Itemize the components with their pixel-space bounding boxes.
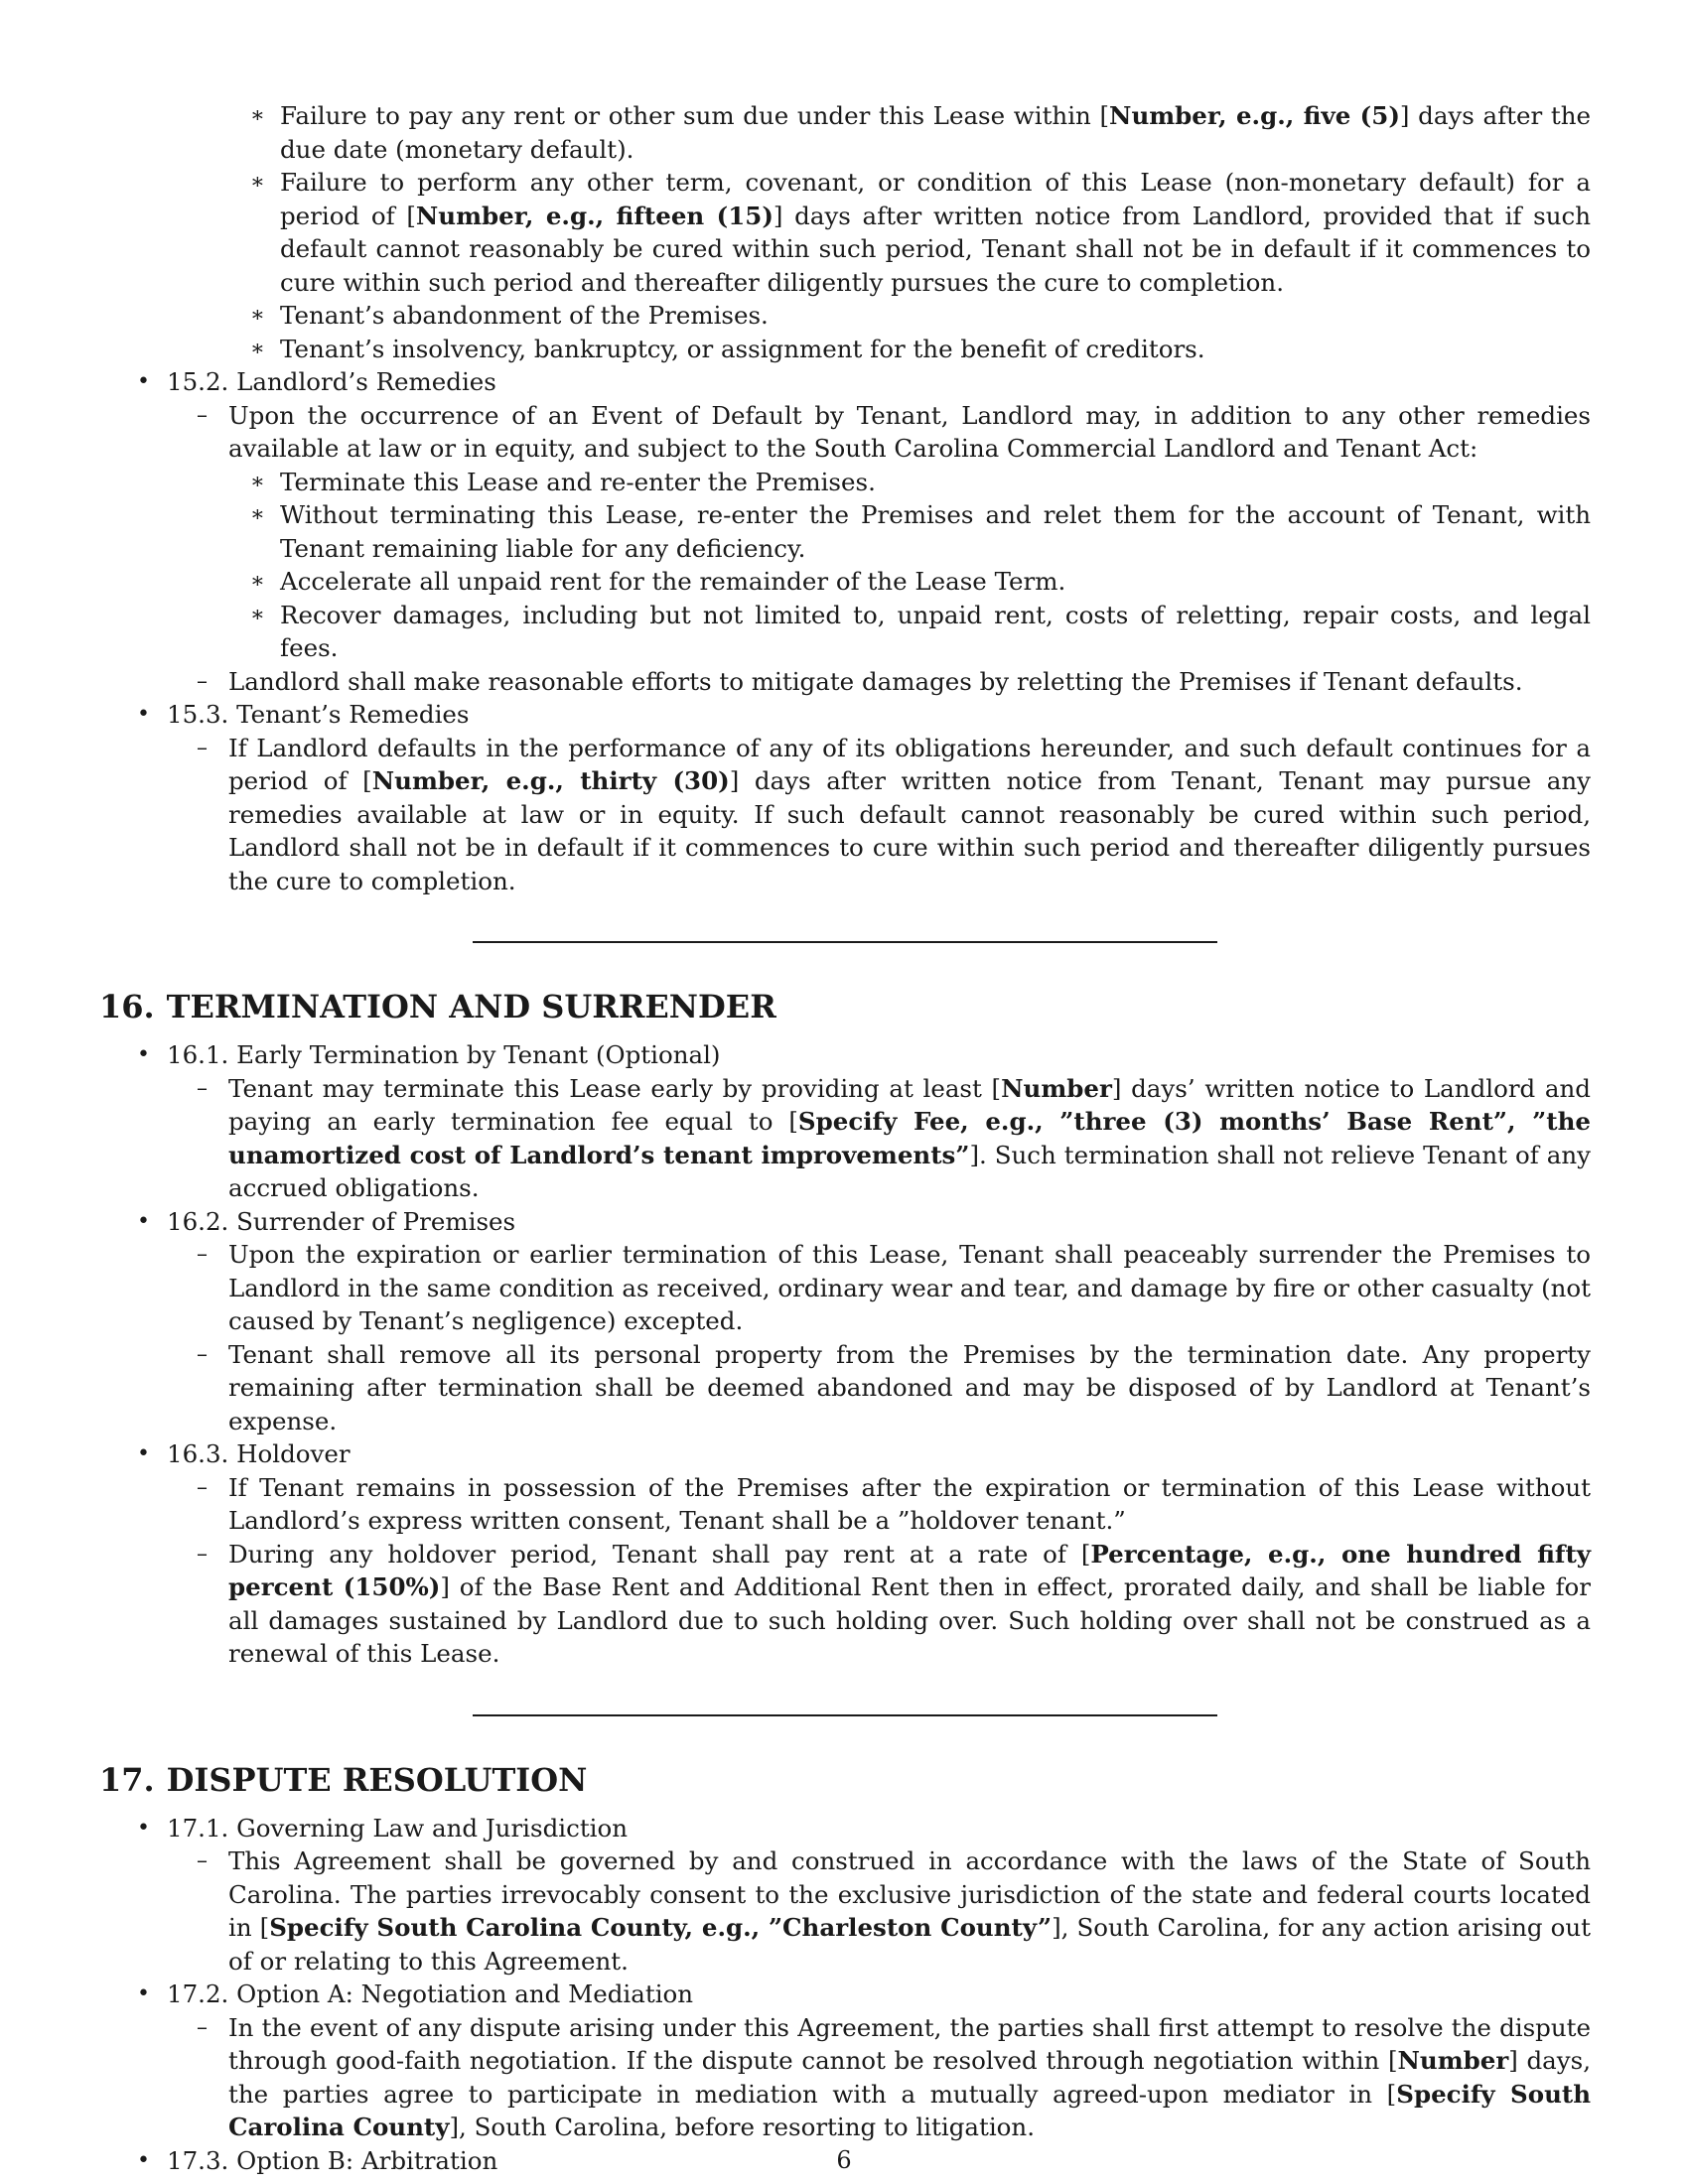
list-item-text <box>167 1814 628 1843</box>
placeholder-field: Specify South Carolina County <box>228 2079 1592 2141</box>
list-item-text <box>167 1207 515 1236</box>
text-run: ] days after written notice from Landlord, provided that if such default cannot reasonably be cured within such period, Tenant shall not be in default if it commences to cure within such period and thereafter diligently pursues the cure to completion. <box>280 201 1591 297</box>
bullet-icon: – <box>197 668 208 694</box>
bullet-icon: • <box>137 369 150 394</box>
list-item-text <box>280 101 1591 164</box>
text-run: 16.2. Surrender of Premises <box>167 1206 516 1236</box>
list-item-text <box>228 1074 1591 1203</box>
list-item-text <box>167 700 470 729</box>
list-item-text <box>228 1340 1591 1435</box>
bullet-icon: ∗ <box>250 170 265 195</box>
text-run: If Landlord defaults in the performance of any of its obligations hereunder, and such default continues for a period of [ <box>228 733 1591 795</box>
list-item-text <box>228 1473 1591 1536</box>
list-item-level-2 <box>99 1238 1591 1338</box>
bullet-icon: • <box>137 1042 150 1067</box>
list-item-level-1 <box>99 365 1591 399</box>
bullet-icon: ∗ <box>250 336 265 361</box>
section-divider <box>473 1714 1217 1716</box>
text-run: 15.3. Tenant’s Remedies <box>167 700 470 729</box>
bullet-icon: ∗ <box>250 602 265 627</box>
list-item-text <box>167 1040 720 1069</box>
bullet-icon: – <box>197 402 208 428</box>
list-item-text <box>228 734 1591 895</box>
section-16-list <box>99 1038 1591 1671</box>
bullet-icon: • <box>137 1208 150 1234</box>
bullet-icon: • <box>137 1981 150 2006</box>
list-item-text <box>280 500 1591 563</box>
text-run: ] days after the due date (monetary default). <box>280 101 1592 164</box>
list-item-text <box>228 1240 1591 1335</box>
section-divider <box>473 941 1217 943</box>
text-run: Tenant’s abandonment of the Premises. <box>280 301 769 330</box>
bullet-icon: ∗ <box>250 502 265 527</box>
list-item-level-2 <box>99 399 1591 466</box>
list-item-level-1 <box>99 1205 1591 1239</box>
text-run: Without terminating this Lease, re-enter the Premises and relet them for the account of Tenant, with Tenant remaining liable for any deficiency. <box>280 500 1591 563</box>
section-title: DISPUTE RESOLUTION <box>166 1760 588 1799</box>
bullet-icon: • <box>137 702 150 727</box>
text-run: Tenant’s insolvency, bankruptcy, or assignment for the benefit of creditors. <box>280 334 1205 363</box>
list-item-text <box>280 601 1591 663</box>
list-item-level-2 <box>99 1844 1591 1978</box>
text-run: Tenant shall remove all its personal property from the Premises by the termination date. Any property remaining after termination shall be deemed abandoned and may be disposed of by Landlord at Tenant’s expense. <box>228 1339 1591 1435</box>
placeholder-field: Number, e.g., five (5) <box>1109 101 1400 130</box>
list-item-level-3 <box>99 599 1591 665</box>
text-run: This Agreement shall be governed by and construed in accordance with the laws of the State of South Carolina. The parties irrevocably consent to the exclusive jurisdiction of the state and federal courts located in [ <box>228 1846 1591 1942</box>
list-item-level-2 <box>99 1072 1591 1205</box>
document-body <box>99 99 1591 2177</box>
section-number: 17. <box>99 1760 155 1799</box>
list-item-text <box>167 1979 693 2008</box>
text-run: ], South Carolina, before resorting to litigation. <box>449 2113 1035 2141</box>
list-item-level-3 <box>99 299 1591 333</box>
text-run: ]. Such termination shall not relieve Tenant of any accrued obligations. <box>228 1140 1591 1202</box>
list-item-text <box>228 1846 1591 1976</box>
text-run: ] of the Base Rent and Additional Rent then in effect, prorated daily, and shall be liable for all damages sustained by Landlord due to such holding over. Such holding over shall not be construed as a renewal of this Lease. <box>228 1572 1591 1668</box>
section-17-list <box>99 1812 1591 2178</box>
list-item-level-2 <box>99 1538 1591 1671</box>
text-run: ], South Carolina, for any action arising out of or relating to this Agreement. <box>228 1913 1592 1976</box>
bullet-icon: – <box>197 735 208 760</box>
text-run: Failure to perform any other term, covenant, or condition of this Lease (non-monetary default) for a period of [ <box>280 168 1591 230</box>
list-item-level-1 <box>99 698 1591 732</box>
list-item-level-1 <box>99 1437 1591 1471</box>
placeholder-field: Number <box>1397 2046 1509 2075</box>
list-item-level-1 <box>99 1978 1591 2011</box>
bullet-icon: • <box>137 1441 150 1466</box>
text-run: 17.2. Option A: Negotiation and Mediation <box>167 1979 694 2008</box>
list-item-level-1 <box>99 1812 1591 1845</box>
bullet-icon: • <box>137 1815 150 1841</box>
section-15-list <box>99 99 1591 897</box>
page-number: 6 <box>836 2146 852 2174</box>
list-item-level-2 <box>99 1471 1591 1538</box>
text-run: Terminate this Lease and re-enter the Premises. <box>280 467 876 496</box>
section-heading <box>99 987 1591 1026</box>
list-item-level-1 <box>99 1038 1591 1072</box>
text-run: ] days, the parties agree to participate in mediation with a mutually agreed-upon mediator in [ <box>228 2046 1591 2109</box>
list-item-text <box>280 335 1205 363</box>
placeholder-field: Number <box>1001 1073 1112 1103</box>
bullet-icon: – <box>197 1848 208 1873</box>
text-run: In the event of any dispute arising under this Agreement, the parties shall first attempt to resolve the dispute through good-faith negotiation. If the dispute cannot be resolved through negotiation within [ <box>228 2012 1591 2075</box>
list-item-text <box>228 1540 1591 1669</box>
bullet-icon: ∗ <box>250 469 265 494</box>
text-run: 16.1. Early Termination by Tenant (Optional) <box>167 1040 721 1069</box>
text-run: 17.3. Option B: Arbitration <box>167 2145 498 2175</box>
text-run: During any holdover period, Tenant shall pay rent at a rate of [ <box>228 1539 1091 1569</box>
text-run: Upon the occurrence of an Event of Default by Tenant, Landlord may, in addition to any other remedies available at law or in equity, and subject to the South Carolina Commercial Landlord and Tenant Act: <box>228 400 1591 463</box>
text-run: If Tenant remains in possession of the Premises after the expiration or termination of this Lease without Landlord’s express written consent, Tenant shall be a ”holdover tenant.” <box>228 1472 1591 1535</box>
text-run: ] days after written notice from Tenant, Tenant may pursue any remedies available at law or in equity. If such default cannot reasonably be cured within such period, Landlord shall not be in default if it commences to cure within such period and thereafter diligently pursues the cure to completion. <box>228 766 1592 895</box>
text-run: Tenant may terminate this Lease early by providing at least [ <box>228 1073 1002 1103</box>
text-run: 15.2. Landlord’s Remedies <box>167 367 496 396</box>
section-number: 16. <box>99 988 155 1025</box>
list-item-level-3 <box>99 99 1591 166</box>
placeholder-field: Number, e.g., thirty (30) <box>371 766 730 795</box>
list-item-level-2 <box>99 1338 1591 1438</box>
placeholder-field: Number, e.g., fifteen (15) <box>415 201 774 230</box>
text-run: Failure to pay any rent or other sum due under this Lease within [ <box>280 101 1110 130</box>
text-run: Landlord shall make reasonable efforts to mitigate damages by reletting the Premises if Tenant defaults. <box>228 666 1523 696</box>
list-item-text <box>167 367 496 396</box>
bullet-icon: ∗ <box>250 103 265 128</box>
list-item-level-3 <box>99 333 1591 366</box>
list-item-text <box>280 567 1065 596</box>
bullet-icon: – <box>197 1474 208 1500</box>
text-run: 16.3. Holdover <box>167 1439 351 1468</box>
text-run: Upon the expiration or earlier termination of this Lease, Tenant shall peaceably surrender the Premises to Landlord in the same condition as received, ordinary wear and tear, and damage by fire or other casualty (not caused by Tenant’s negligence) excepted. <box>228 1240 1591 1335</box>
placeholder-field: Specify South Carolina County, e.g., ”Charleston County” <box>269 1913 1053 1942</box>
text-run: Accelerate all unpaid rent for the remainder of the Lease Term. <box>280 567 1066 596</box>
section-title: TERMINATION AND SURRENDER <box>166 988 776 1025</box>
bullet-icon: – <box>197 1242 208 1267</box>
list-item-text <box>280 468 876 496</box>
bullet-icon: ∗ <box>250 569 265 594</box>
bullet-icon: – <box>197 1341 208 1367</box>
bullet-icon: – <box>197 1075 208 1101</box>
list-item-level-3 <box>99 466 1591 499</box>
list-item-text <box>280 168 1591 297</box>
list-item-text <box>228 2013 1591 2142</box>
list-item-level-3 <box>99 498 1591 565</box>
bullet-icon: • <box>137 2147 150 2173</box>
section-heading <box>99 1760 1591 1800</box>
list-item-text <box>167 1439 351 1468</box>
list-item-level-3 <box>99 166 1591 299</box>
text-run: Recover damages, including but not limited to, unpaid rent, costs of reletting, repair costs, and legal fees. <box>280 600 1591 662</box>
text-run: 17.1. Governing Law and Jurisdiction <box>167 1813 629 1843</box>
list-item-level-2 <box>99 665 1591 699</box>
bullet-icon: – <box>197 1541 208 1567</box>
list-item-level-3 <box>99 565 1591 599</box>
list-item-level-2 <box>99 732 1591 898</box>
text-run: ] days’ written notice to Landlord and paying an early termination fee equal to [ <box>228 1073 1591 1136</box>
bullet-icon: ∗ <box>250 303 265 328</box>
list-item-text <box>228 667 1522 696</box>
placeholder-field: Specify Fee, e.g., ”three (3) months’ Base Rent”, ”the unamortized cost of Landlord’s tenant improvements” <box>228 1107 1591 1169</box>
list-item-text <box>280 301 769 330</box>
bullet-icon: – <box>197 2014 208 2040</box>
list-item-text <box>228 401 1591 464</box>
placeholder-field: Percentage, e.g., one hundred fifty percent (150%) <box>228 1539 1591 1601</box>
list-item-level-2 <box>99 2011 1591 2144</box>
